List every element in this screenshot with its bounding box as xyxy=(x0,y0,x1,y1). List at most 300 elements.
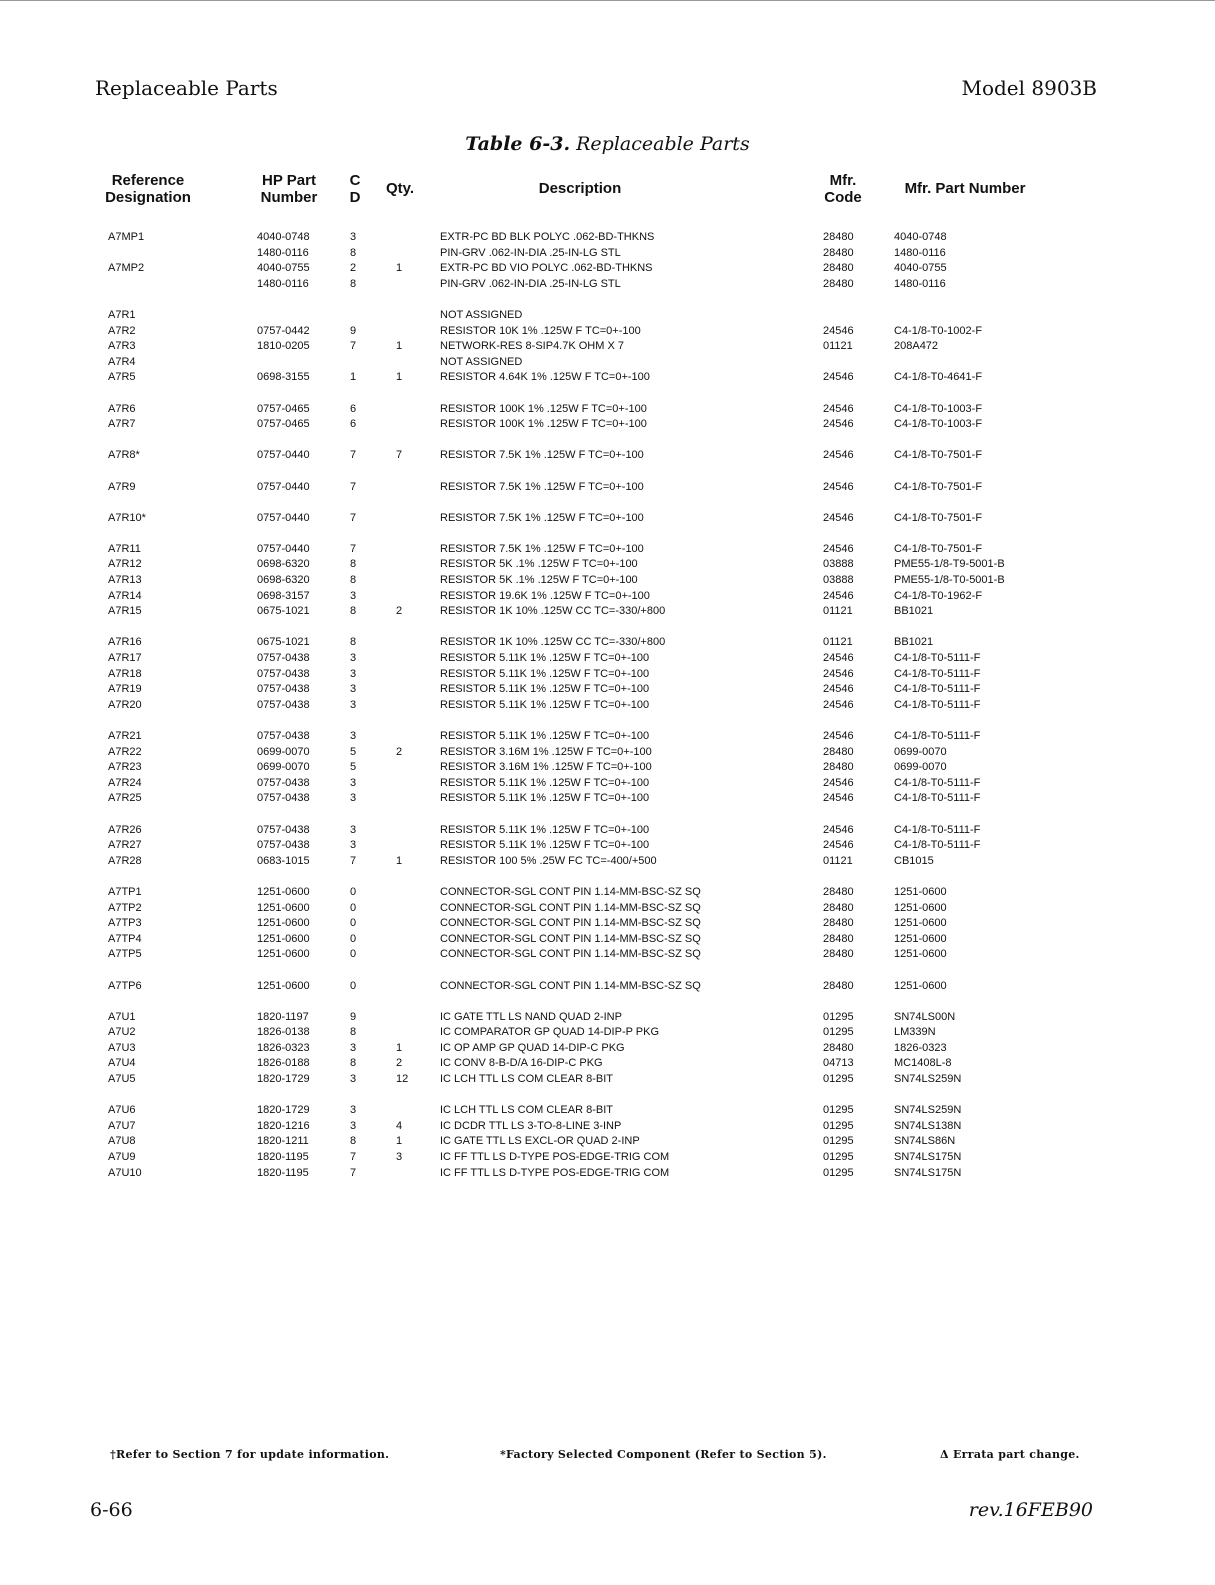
col-header-mfr-part-number: Mfr. Part Number xyxy=(904,180,1026,197)
cell-mfr-code: 28480 xyxy=(823,246,854,259)
cell-mfr-code: 24546 xyxy=(823,776,854,789)
cell-description: IC FF TTL LS D-TYPE POS-EDGE-TRIG COM xyxy=(440,1166,670,1179)
cell-mfr-part-number: 1251-0600 xyxy=(894,932,947,945)
table-row xyxy=(0,823,1215,839)
cell-reference: A7U10 xyxy=(108,1166,142,1179)
cell-hp-part: 0757-0438 xyxy=(257,683,310,696)
cell-mfr-code: 28480 xyxy=(823,761,854,774)
cell-description: RESISTOR 5K .1% .125W F TC=0+-100 xyxy=(440,574,638,587)
cell-description: CONNECTOR-SGL CONT PIN 1.14-MM-BSC-SZ SQ xyxy=(440,917,701,930)
cell-mfr-code: 24546 xyxy=(823,698,854,711)
table-title xyxy=(0,133,1215,155)
table-row xyxy=(0,573,1215,589)
cell-reference: A7U3 xyxy=(108,1041,136,1054)
cell-reference: A7R5 xyxy=(108,371,136,384)
cell-mfr-part-number: C4-1/8-T0-1003-F xyxy=(894,402,983,415)
cell-mfr-code: 04713 xyxy=(823,1057,854,1070)
col-header-mfr-code: Mfr. Code xyxy=(824,172,862,206)
cell-mfr-part-number: C4-1/8-T0-5111-F xyxy=(894,823,981,836)
cell-reference: A7R12 xyxy=(108,558,142,571)
cell-description: RESISTOR 5.11K 1% .125W F TC=0+-100 xyxy=(440,652,650,665)
table-title-text: Replaceable Parts xyxy=(576,133,750,155)
cell-cd: 8 xyxy=(350,1057,357,1070)
cell-cd: 3 xyxy=(350,698,357,711)
table-row xyxy=(0,635,1215,651)
cell-description: RESISTOR 7.5K 1% .125W F TC=0+-100 xyxy=(440,542,644,555)
table-title-number: Table 6-3. xyxy=(465,133,571,155)
cell-hp-part: 0698-6320 xyxy=(257,558,310,571)
cell-mfr-part-number: 4040-0748 xyxy=(894,231,947,243)
col-header-hp-part: HP Part Number xyxy=(260,172,318,206)
table-row xyxy=(0,1056,1215,1072)
cell-reference: A7R21 xyxy=(108,730,142,742)
cell-mfr-code: 24546 xyxy=(823,418,854,431)
table-row xyxy=(0,729,1215,745)
cell-mfr-part-number: 1480-0116 xyxy=(894,277,946,290)
cell-reference: A7R28 xyxy=(108,854,142,867)
cell-cd: 0 xyxy=(350,917,357,930)
cell-description: PIN-GRV .062-IN-DIA .25-IN-LG STL xyxy=(440,277,621,290)
cell-hp-part: 1480-0116 xyxy=(257,246,309,259)
cell-qty: 1 xyxy=(396,340,403,353)
cell-mfr-code: 24546 xyxy=(823,823,854,836)
cell-reference: A7TP2 xyxy=(108,901,142,914)
cell-mfr-code: 28480 xyxy=(823,932,854,945)
cell-hp-part: 0757-0438 xyxy=(257,776,310,789)
cell-hp-part: 0757-0442 xyxy=(257,324,310,337)
cell-reference: A7R15 xyxy=(108,605,142,618)
table-row xyxy=(0,417,1215,433)
table-row xyxy=(0,557,1215,573)
table-row xyxy=(0,1041,1215,1057)
cell-hp-part: 1810-0205 xyxy=(257,340,310,353)
cell-cd: 6 xyxy=(350,418,357,431)
cell-mfr-code: 24546 xyxy=(823,542,854,555)
cell-hp-part: 0757-0438 xyxy=(257,792,310,805)
cell-description: RESISTOR 7.5K 1% .125W F TC=0+-100 xyxy=(440,480,644,493)
cell-mfr-code: 28480 xyxy=(823,885,854,898)
cell-description: CONNECTOR-SGL CONT PIN 1.14-MM-BSC-SZ SQ xyxy=(440,932,701,945)
table-row xyxy=(0,370,1215,386)
cell-hp-part: 0757-0438 xyxy=(257,839,310,852)
cell-hp-part: 1826-0188 xyxy=(257,1057,310,1070)
cell-hp-part: 1480-0116 xyxy=(257,277,309,290)
cell-description: IC GATE TTL LS NAND QUAD 2-INP xyxy=(440,1010,622,1023)
cell-description: RESISTOR 7.5K 1% .125W F TC=0+-100 xyxy=(440,511,644,524)
cell-cd: 8 xyxy=(350,605,357,618)
cell-hp-part: 1251-0600 xyxy=(257,917,310,930)
cell-description: PIN-GRV .062-IN-DIA .25-IN-LG STL xyxy=(440,246,621,259)
table-row xyxy=(0,682,1215,698)
cell-mfr-part-number: CB1015 xyxy=(894,854,934,867)
cell-mfr-code: 01295 xyxy=(823,1166,854,1179)
table-row xyxy=(0,854,1215,870)
col-header-cd: C D xyxy=(349,172,361,206)
cell-qty: 1 xyxy=(396,854,403,867)
cell-hp-part: 1820-1216 xyxy=(257,1119,310,1132)
cell-mfr-part-number: BB1021 xyxy=(894,605,934,618)
cell-hp-part: 1251-0600 xyxy=(257,948,310,961)
cell-description: RESISTOR 3.16M 1% .125W F TC=0+-100 xyxy=(440,761,652,774)
cell-description: EXTR-PC BD BLK POLYC .062-BD-THKNS xyxy=(440,231,655,243)
cell-description: CONNECTOR-SGL CONT PIN 1.14-MM-BSC-SZ SQ xyxy=(440,979,701,992)
cell-mfr-part-number: 4040-0755 xyxy=(894,262,947,275)
cell-cd: 3 xyxy=(350,231,357,243)
cell-qty: 12 xyxy=(396,1073,409,1086)
cell-reference: A7U8 xyxy=(108,1135,136,1148)
table-row xyxy=(0,947,1215,963)
cell-cd: 8 xyxy=(350,558,357,571)
cell-reference: A7U5 xyxy=(108,1073,136,1086)
cell-hp-part: 0675-1021 xyxy=(257,605,310,618)
table-row xyxy=(0,885,1215,901)
cell-cd: 0 xyxy=(350,979,357,992)
cell-reference: A7R20 xyxy=(108,698,142,711)
cell-mfr-part-number: C4-1/8-T0-7501-F xyxy=(894,480,983,493)
cell-cd: 7 xyxy=(350,449,357,462)
cell-mfr-part-number: SN74LS86N xyxy=(894,1135,956,1148)
cell-hp-part: 0757-0440 xyxy=(257,542,310,555)
cell-mfr-code: 01295 xyxy=(823,1104,854,1117)
col-header-description: Description xyxy=(538,180,622,197)
table-row xyxy=(0,698,1215,714)
cell-cd: 2 xyxy=(350,262,357,275)
cell-mfr-part-number: C4-1/8-T0-7501-F xyxy=(894,542,983,555)
cell-cd: 3 xyxy=(350,652,357,665)
table-row xyxy=(0,589,1215,605)
cell-reference: A7R19 xyxy=(108,683,142,696)
cell-description: RESISTOR 5.11K 1% .125W F TC=0+-100 xyxy=(440,823,650,836)
cell-qty: 2 xyxy=(396,745,403,758)
cell-reference: A7R2 xyxy=(108,324,136,337)
cell-qty: 4 xyxy=(396,1119,403,1132)
cell-cd: 3 xyxy=(350,839,357,852)
cell-description: RESISTOR 5.11K 1% .125W F TC=0+-100 xyxy=(440,839,650,852)
cell-mfr-code: 28480 xyxy=(823,262,854,275)
cell-cd: 9 xyxy=(350,1010,357,1023)
cell-hp-part: 0757-0440 xyxy=(257,480,310,493)
table-row xyxy=(0,838,1215,854)
cell-mfr-part-number: C4-1/8-T0-7501-F xyxy=(894,449,983,462)
cell-reference: A7R18 xyxy=(108,667,142,680)
cell-description: RESISTOR 5.11K 1% .125W F TC=0+-100 xyxy=(440,792,650,805)
cell-reference: A7U1 xyxy=(108,1010,136,1023)
cell-cd: 3 xyxy=(350,1041,357,1054)
cell-qty: 2 xyxy=(396,1057,403,1070)
cell-reference: A7TP6 xyxy=(108,979,142,992)
cell-cd: 7 xyxy=(350,340,357,353)
cell-mfr-part-number: 1251-0600 xyxy=(894,917,947,930)
cell-mfr-part-number: 1251-0600 xyxy=(894,901,947,914)
cell-reference: A7U2 xyxy=(108,1026,136,1039)
cell-mfr-part-number: SN74LS00N xyxy=(894,1010,956,1023)
cell-cd: 7 xyxy=(350,1166,357,1179)
cell-hp-part: 1820-1211 xyxy=(257,1135,309,1148)
cell-mfr-part-number: 1251-0600 xyxy=(894,885,947,898)
cell-hp-part: 0699-0070 xyxy=(257,761,310,774)
cell-hp-part: 1251-0600 xyxy=(257,885,310,898)
table-row xyxy=(0,448,1215,464)
cell-description: CONNECTOR-SGL CONT PIN 1.14-MM-BSC-SZ SQ xyxy=(440,901,701,914)
cell-reference: A7R11 xyxy=(108,542,141,555)
cell-reference: A7TP5 xyxy=(108,948,142,961)
cell-description: IC CONV 8-B-D/A 16-DIP-C PKG xyxy=(440,1057,603,1070)
table-row xyxy=(0,339,1215,355)
cell-mfr-part-number: C4-1/8-T0-5111-F xyxy=(894,839,981,852)
cell-mfr-part-number: C4-1/8-T0-4641-F xyxy=(894,371,983,384)
cell-mfr-part-number: SN74LS175N xyxy=(894,1151,962,1164)
footnote-errata: Δ Errata part change. xyxy=(940,1448,1080,1461)
cell-cd: 8 xyxy=(350,246,357,259)
cell-qty: 7 xyxy=(396,449,403,462)
table-row xyxy=(0,542,1215,558)
cell-description: IC DCDR TTL LS 3-TO-8-LINE 3-INP xyxy=(440,1119,622,1132)
cell-cd: 8 xyxy=(350,1135,357,1148)
table-row xyxy=(0,604,1215,620)
cell-mfr-code: 28480 xyxy=(823,231,854,243)
cell-cd: 0 xyxy=(350,885,357,898)
cell-description: RESISTOR 4.64K 1% .125W F TC=0+-100 xyxy=(440,371,650,384)
cell-mfr-part-number: SN74LS138N xyxy=(894,1119,962,1132)
cell-hp-part: 1251-0600 xyxy=(257,901,310,914)
cell-reference: A7MP1 xyxy=(108,231,145,243)
cell-hp-part: 0757-0438 xyxy=(257,698,310,711)
table-row xyxy=(0,355,1215,371)
cell-cd: 0 xyxy=(350,932,357,945)
cell-hp-part: 0757-0438 xyxy=(257,652,310,665)
cell-hp-part: 0675-1021 xyxy=(257,636,310,649)
cell-mfr-code: 28480 xyxy=(823,979,854,992)
cell-cd: 7 xyxy=(350,511,357,524)
cell-mfr-code: 01121 xyxy=(823,636,853,649)
footnote-update: †Refer to Section 7 for update information. xyxy=(110,1448,390,1461)
table-row xyxy=(0,511,1215,527)
cell-hp-part: 0699-0070 xyxy=(257,745,310,758)
cell-reference: A7R10* xyxy=(108,511,146,524)
cell-description: RESISTOR 5.11K 1% .125W F TC=0+-100 xyxy=(440,776,650,789)
cell-description: RESISTOR 10K 1% .125W F TC=0+-100 xyxy=(440,324,641,337)
cell-description: RESISTOR 5.11K 1% .125W F TC=0+-100 xyxy=(440,730,650,742)
cell-hp-part: 0698-3157 xyxy=(257,589,310,602)
cell-qty: 3 xyxy=(396,1151,403,1164)
cell-cd: 3 xyxy=(350,823,357,836)
col-header-reference: Reference Designation xyxy=(105,172,191,206)
cell-description: IC LCH TTL LS COM CLEAR 8-BIT xyxy=(440,1073,613,1086)
cell-mfr-part-number: 1251-0600 xyxy=(894,948,947,961)
cell-mfr-code: 24546 xyxy=(823,667,854,680)
table-row xyxy=(0,1166,1215,1182)
cell-mfr-part-number: LM339N xyxy=(894,1026,936,1039)
cell-mfr-part-number: 1480-0116 xyxy=(894,246,946,259)
cell-cd: 0 xyxy=(350,901,357,914)
cell-mfr-code: 03888 xyxy=(823,574,854,587)
cell-reference: A7U4 xyxy=(108,1057,136,1070)
cell-mfr-code: 01295 xyxy=(823,1135,854,1148)
table-row xyxy=(0,745,1215,761)
cell-mfr-part-number: 0699-0070 xyxy=(894,745,947,758)
cell-mfr-part-number: 1826-0323 xyxy=(894,1041,947,1054)
cell-mfr-part-number: C4-1/8-T0-5111-F xyxy=(894,683,981,696)
cell-hp-part: 4040-0748 xyxy=(257,231,310,243)
cell-hp-part: 1826-0138 xyxy=(257,1026,310,1039)
cell-reference: A7R13 xyxy=(108,574,142,587)
cell-hp-part: 1820-1195 xyxy=(257,1151,309,1164)
cell-cd: 3 xyxy=(350,1073,357,1086)
table-row xyxy=(0,324,1215,340)
cell-description: RESISTOR 3.16M 1% .125W F TC=0+-100 xyxy=(440,745,652,758)
cell-qty: 1 xyxy=(396,262,403,275)
table-row xyxy=(0,667,1215,683)
cell-description: IC OP AMP GP QUAD 14-DIP-C PKG xyxy=(440,1041,625,1054)
table-row xyxy=(0,916,1215,932)
cell-mfr-part-number: MC1408L-8 xyxy=(894,1057,952,1070)
cell-mfr-code: 01295 xyxy=(823,1151,854,1164)
header-section-title: Replaceable Parts xyxy=(95,76,278,100)
cell-mfr-part-number: SN74LS175N xyxy=(894,1166,962,1179)
cell-reference: A7R26 xyxy=(108,823,142,836)
cell-description: EXTR-PC BD VIO POLYC .062-BD-THKNS xyxy=(440,262,653,275)
cell-mfr-part-number: PME55-1/8-T0-5001-B xyxy=(894,574,1005,587)
footnote-factory-selected: *Factory Selected Component (Refer to Section 5). xyxy=(500,1448,827,1461)
cell-mfr-code: 24546 xyxy=(823,324,854,337)
cell-mfr-code: 28480 xyxy=(823,948,854,961)
cell-description: CONNECTOR-SGL CONT PIN 1.14-MM-BSC-SZ SQ xyxy=(440,948,701,961)
cell-reference: A7R17 xyxy=(108,652,142,665)
cell-reference: A7R27 xyxy=(108,839,142,852)
cell-mfr-part-number: PME55-1/8-T9-5001-B xyxy=(894,558,1005,571)
cell-cd: 3 xyxy=(350,1119,357,1132)
cell-mfr-code: 24546 xyxy=(823,449,854,462)
table-row xyxy=(0,261,1215,277)
cell-cd: 1 xyxy=(350,371,357,384)
cell-cd: 8 xyxy=(350,277,357,290)
cell-description: NETWORK-RES 8-SIP4.7K OHM X 7 xyxy=(440,340,624,353)
cell-reference: A7R8* xyxy=(108,449,140,462)
page-number: 6-66 xyxy=(90,1499,133,1521)
cell-cd: 7 xyxy=(350,542,357,555)
cell-mfr-part-number: C4-1/8-T0-5111-F xyxy=(894,652,981,665)
table-row xyxy=(0,979,1215,995)
cell-mfr-part-number: C4-1/8-T0-5111-F xyxy=(894,667,981,680)
cell-mfr-code: 01295 xyxy=(823,1073,854,1086)
cell-description: RESISTOR 5K .1% .125W F TC=0+-100 xyxy=(440,558,638,571)
header-model: Model 8903B xyxy=(961,76,1097,100)
cell-qty: 2 xyxy=(396,605,403,618)
cell-mfr-part-number: 1251-0600 xyxy=(894,979,947,992)
cell-cd: 3 xyxy=(350,683,357,696)
cell-cd: 3 xyxy=(350,667,357,680)
cell-description: RESISTOR 5.11K 1% .125W F TC=0+-100 xyxy=(440,683,650,696)
cell-cd: 8 xyxy=(350,574,357,587)
cell-mfr-code: 01295 xyxy=(823,1119,854,1132)
table-row xyxy=(0,480,1215,496)
cell-mfr-code: 01121 xyxy=(823,605,853,618)
cell-mfr-code: 24546 xyxy=(823,511,854,524)
cell-hp-part: 0757-0438 xyxy=(257,730,310,742)
cell-description: CONNECTOR-SGL CONT PIN 1.14-MM-BSC-SZ SQ xyxy=(440,885,701,898)
cell-description: IC FF TTL LS D-TYPE POS-EDGE-TRIG COM xyxy=(440,1151,670,1164)
cell-reference: A7U6 xyxy=(108,1104,136,1117)
cell-cd: 3 xyxy=(350,776,357,789)
table-row xyxy=(0,1150,1215,1166)
cell-hp-part: 1820-1195 xyxy=(257,1166,309,1179)
cell-description: RESISTOR 7.5K 1% .125W F TC=0+-100 xyxy=(440,449,644,462)
cell-description: RESISTOR 19.6K 1% .125W F TC=0+-100 xyxy=(440,589,650,602)
table-row xyxy=(0,1103,1215,1119)
cell-reference: A7R9 xyxy=(108,480,136,493)
cell-mfr-part-number: BB1021 xyxy=(894,636,934,649)
cell-mfr-code: 28480 xyxy=(823,1041,854,1054)
cell-mfr-part-number: C4-1/8-T0-5111-F xyxy=(894,776,981,789)
cell-cd: 0 xyxy=(350,948,357,961)
table-row xyxy=(0,1072,1215,1088)
cell-hp-part: 0698-3155 xyxy=(257,371,310,384)
cell-cd: 5 xyxy=(350,745,357,758)
table-row xyxy=(0,760,1215,776)
cell-hp-part: 1251-0600 xyxy=(257,979,310,992)
cell-reference: A7TP1 xyxy=(108,885,142,898)
table-row xyxy=(0,1010,1215,1026)
cell-mfr-part-number: 0699-0070 xyxy=(894,761,947,774)
cell-reference: A7MP2 xyxy=(108,262,145,275)
top-rule xyxy=(0,0,1215,1)
parts-table-body xyxy=(0,230,1215,1181)
cell-mfr-code: 24546 xyxy=(823,683,854,696)
col-header-qty: Qty. xyxy=(385,180,415,197)
cell-mfr-part-number: C4-1/8-T0-7501-F xyxy=(894,511,983,524)
cell-description: IC COMPARATOR GP QUAD 14-DIP-P PKG xyxy=(440,1026,660,1039)
cell-reference: A7R22 xyxy=(108,745,142,758)
cell-description: IC GATE TTL LS EXCL-OR QUAD 2-INP xyxy=(440,1135,640,1148)
cell-mfr-part-number: C4-1/8-T0-1962-F xyxy=(894,589,983,602)
cell-mfr-part-number: C4-1/8-T0-1002-F xyxy=(894,324,983,337)
table-row xyxy=(0,277,1215,293)
table-row xyxy=(0,651,1215,667)
cell-reference: A7R1 xyxy=(108,308,136,321)
cell-mfr-code: 24546 xyxy=(823,792,854,805)
cell-mfr-code: 01295 xyxy=(823,1026,854,1039)
cell-mfr-part-number: C4-1/8-T0-5111-F xyxy=(894,792,981,805)
cell-mfr-code: 24546 xyxy=(823,839,854,852)
table-row xyxy=(0,402,1215,418)
cell-cd: 7 xyxy=(350,1151,357,1164)
cell-reference: A7R24 xyxy=(108,776,142,789)
cell-mfr-code: 28480 xyxy=(823,901,854,914)
cell-reference: A7R3 xyxy=(108,340,136,353)
table-row xyxy=(0,308,1215,324)
cell-hp-part: 0757-0440 xyxy=(257,511,310,524)
cell-reference: A7U7 xyxy=(108,1119,136,1132)
cell-mfr-code: 01121 xyxy=(823,854,853,867)
cell-description: RESISTOR 5.11K 1% .125W F TC=0+-100 xyxy=(440,698,650,711)
cell-reference: A7R4 xyxy=(108,355,136,368)
cell-reference: A7R16 xyxy=(108,636,142,649)
revision-date: rev.16FEB90 xyxy=(968,1499,1093,1521)
table-row xyxy=(0,230,1215,246)
table-row xyxy=(0,901,1215,917)
cell-mfr-code: 24546 xyxy=(823,480,854,493)
cell-reference: A7R6 xyxy=(108,402,136,415)
cell-mfr-code: 24546 xyxy=(823,371,854,384)
cell-qty: 1 xyxy=(396,1041,403,1054)
cell-mfr-code: 28480 xyxy=(823,745,854,758)
cell-mfr-part-number: SN74LS259N xyxy=(894,1104,962,1117)
cell-description: IC LCH TTL LS COM CLEAR 8-BIT xyxy=(440,1104,613,1117)
cell-hp-part: 1820-1197 xyxy=(257,1010,309,1023)
cell-description: RESISTOR 100 5% .25W FC TC=-400/+500 xyxy=(440,854,657,867)
cell-mfr-part-number: C4-1/8-T0-1003-F xyxy=(894,418,983,431)
cell-cd: 5 xyxy=(350,761,357,774)
